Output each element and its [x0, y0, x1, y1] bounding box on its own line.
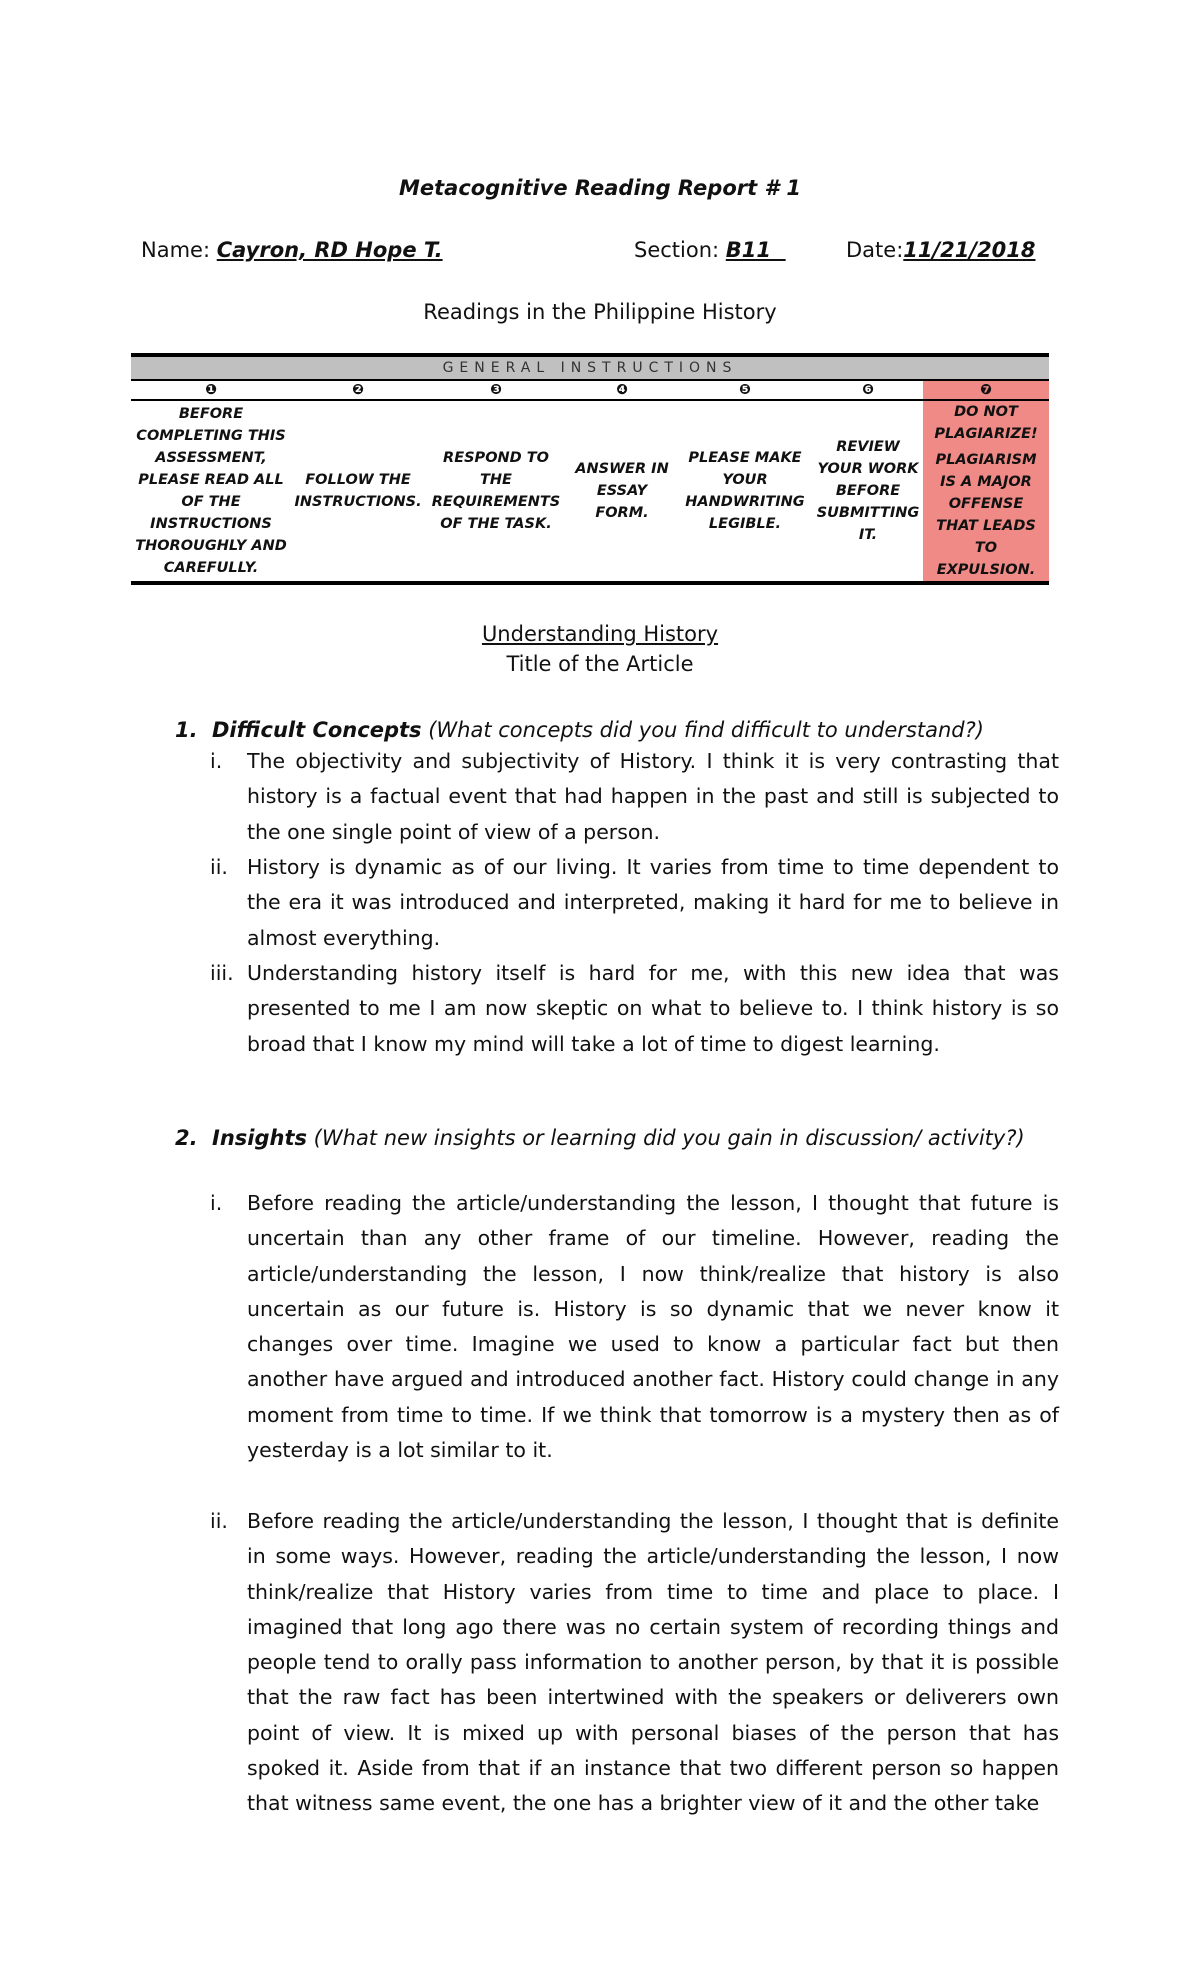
date-value: 11/21/2018	[903, 238, 1036, 262]
instructions-header: GENERAL INSTRUCTIONS	[131, 357, 1049, 381]
instruction-number: ❶	[131, 381, 291, 401]
item-text: Understanding history itself is hard for me, with this new idea that was presented to me I am now skeptic on what to believe to. I think history is so broad that I know my mind will take a lot of time to digest learning.	[247, 961, 1059, 1056]
instruction-text: FOLLOW THE INSTRUCTIONS.	[294, 472, 422, 510]
question-title: Difficult Concepts	[212, 718, 422, 742]
article-title-label: Title of the Article	[506, 652, 694, 676]
instruction-number: ❷	[291, 381, 425, 401]
instruction-text: RESPOND TO THE REQUIREMENTS OF THE TASK.	[431, 450, 561, 532]
question-title: Insights	[212, 1126, 307, 1150]
section-field	[634, 238, 786, 262]
article-heading: Understanding History	[481, 622, 719, 646]
item-text: Before reading the article/understanding the lesson, I thought that is definite in some ways. However, reading the article/understanding the lesson, I now think/realize that History varies from time to time and place to place. I imagined that long ago there was no certain system of recording things and people tend to orally pass information to another person, by that it is possible that the raw fact has been intertwined with the speakers or deliverers own point of view. It is mixed up with personal biases of the person that has spoked it. Aside from that if an instance that two different person so happen that witness same event, the one has a brighter view of it and the other take	[247, 1509, 1059, 1816]
instruction-text: BEFORE COMPLETING THIS ASSESSMENT, PLEASE READ ALL OF THE INSTRUCTIONS THOROUGHLY AND CAREFULLY.	[135, 406, 287, 576]
instruction-text: PLEASE MAKE YOUR HANDWRITING LEGIBLE.	[685, 450, 805, 532]
question-number: 2.	[175, 1126, 198, 1150]
instruction-5	[677, 381, 813, 581]
instruction-number: ❸	[425, 381, 567, 401]
plagiarism-consequence: PLAGIARISM IS A MAJOR OFFENSE THAT LEADS TO EXPULSION.	[935, 452, 1037, 578]
general-instructions-table	[131, 353, 1049, 585]
date-field	[846, 238, 1036, 262]
section-value: B11	[725, 238, 786, 262]
instruction-text	[923, 401, 1049, 581]
instruction-number: ❺	[677, 381, 813, 401]
name-field	[141, 238, 443, 262]
instruction-3	[425, 381, 567, 581]
instruction-7-plagiarism	[923, 381, 1049, 581]
instruction-2	[291, 381, 425, 581]
instruction-1	[131, 381, 291, 581]
name-value: Cayron, RD Hope T.	[216, 238, 443, 262]
instruction-4	[567, 381, 677, 581]
instruction-text: REVIEW YOUR WORK BEFORE SUBMITTING IT.	[816, 439, 920, 543]
item-text: Before reading the article/understanding the lesson, I thought that future is uncertain than any other frame of our timeline. However, reading the article/understanding the lesson, I now think/realize that history is also uncertain as our future is. History is so dynamic that we never know it changes over time. Imagine we used to know a particular fact but then another have argued and introduced another fact. History could change in any moment from time to time. If we think that tomorrow is a mystery then as of yesterday is a lot similar to it.	[247, 1191, 1059, 1463]
date-label: Date:	[846, 238, 904, 262]
item-numeral: ii.	[210, 855, 228, 879]
item-numeral: i.	[210, 1191, 223, 1215]
section-label: Section:	[634, 238, 726, 262]
instruction-number: ❼	[923, 381, 1049, 401]
item-numeral: ii.	[210, 1509, 228, 1533]
instruction-6	[813, 381, 923, 581]
item-text: History is dynamic as of our living. It varies from time to time dependent to the era it was introduced and interpreted, making it hard for me to believe in almost everything.	[247, 855, 1059, 950]
course-title: Readings in the Philippine History	[423, 300, 777, 324]
report-title: Metacognitive Reading Report # 1	[398, 176, 801, 200]
item-numeral: i.	[210, 749, 223, 773]
name-label: Name:	[141, 238, 217, 262]
question-prompt: (What concepts did you find difficult to understand?)	[428, 718, 984, 742]
item-text: The objectivity and subjectivity of History. I think it is very contrasting that history is a factual event that had happen in the past and still is subjected to the one single point of view of a person.	[247, 749, 1059, 844]
question-number: 1.	[175, 718, 198, 742]
plagiarism-warning: DO NOT PLAGIARIZE!	[934, 404, 1038, 442]
instruction-number: ❻	[813, 381, 923, 401]
instruction-text: ANSWER IN ESSAY FORM.	[575, 461, 669, 521]
instruction-number: ❹	[567, 381, 677, 401]
question-prompt: (What new insights or learning did you gain in discussion/ activity?)	[313, 1126, 1025, 1150]
item-numeral: iii.	[210, 961, 234, 985]
instructions-row	[131, 381, 1049, 581]
